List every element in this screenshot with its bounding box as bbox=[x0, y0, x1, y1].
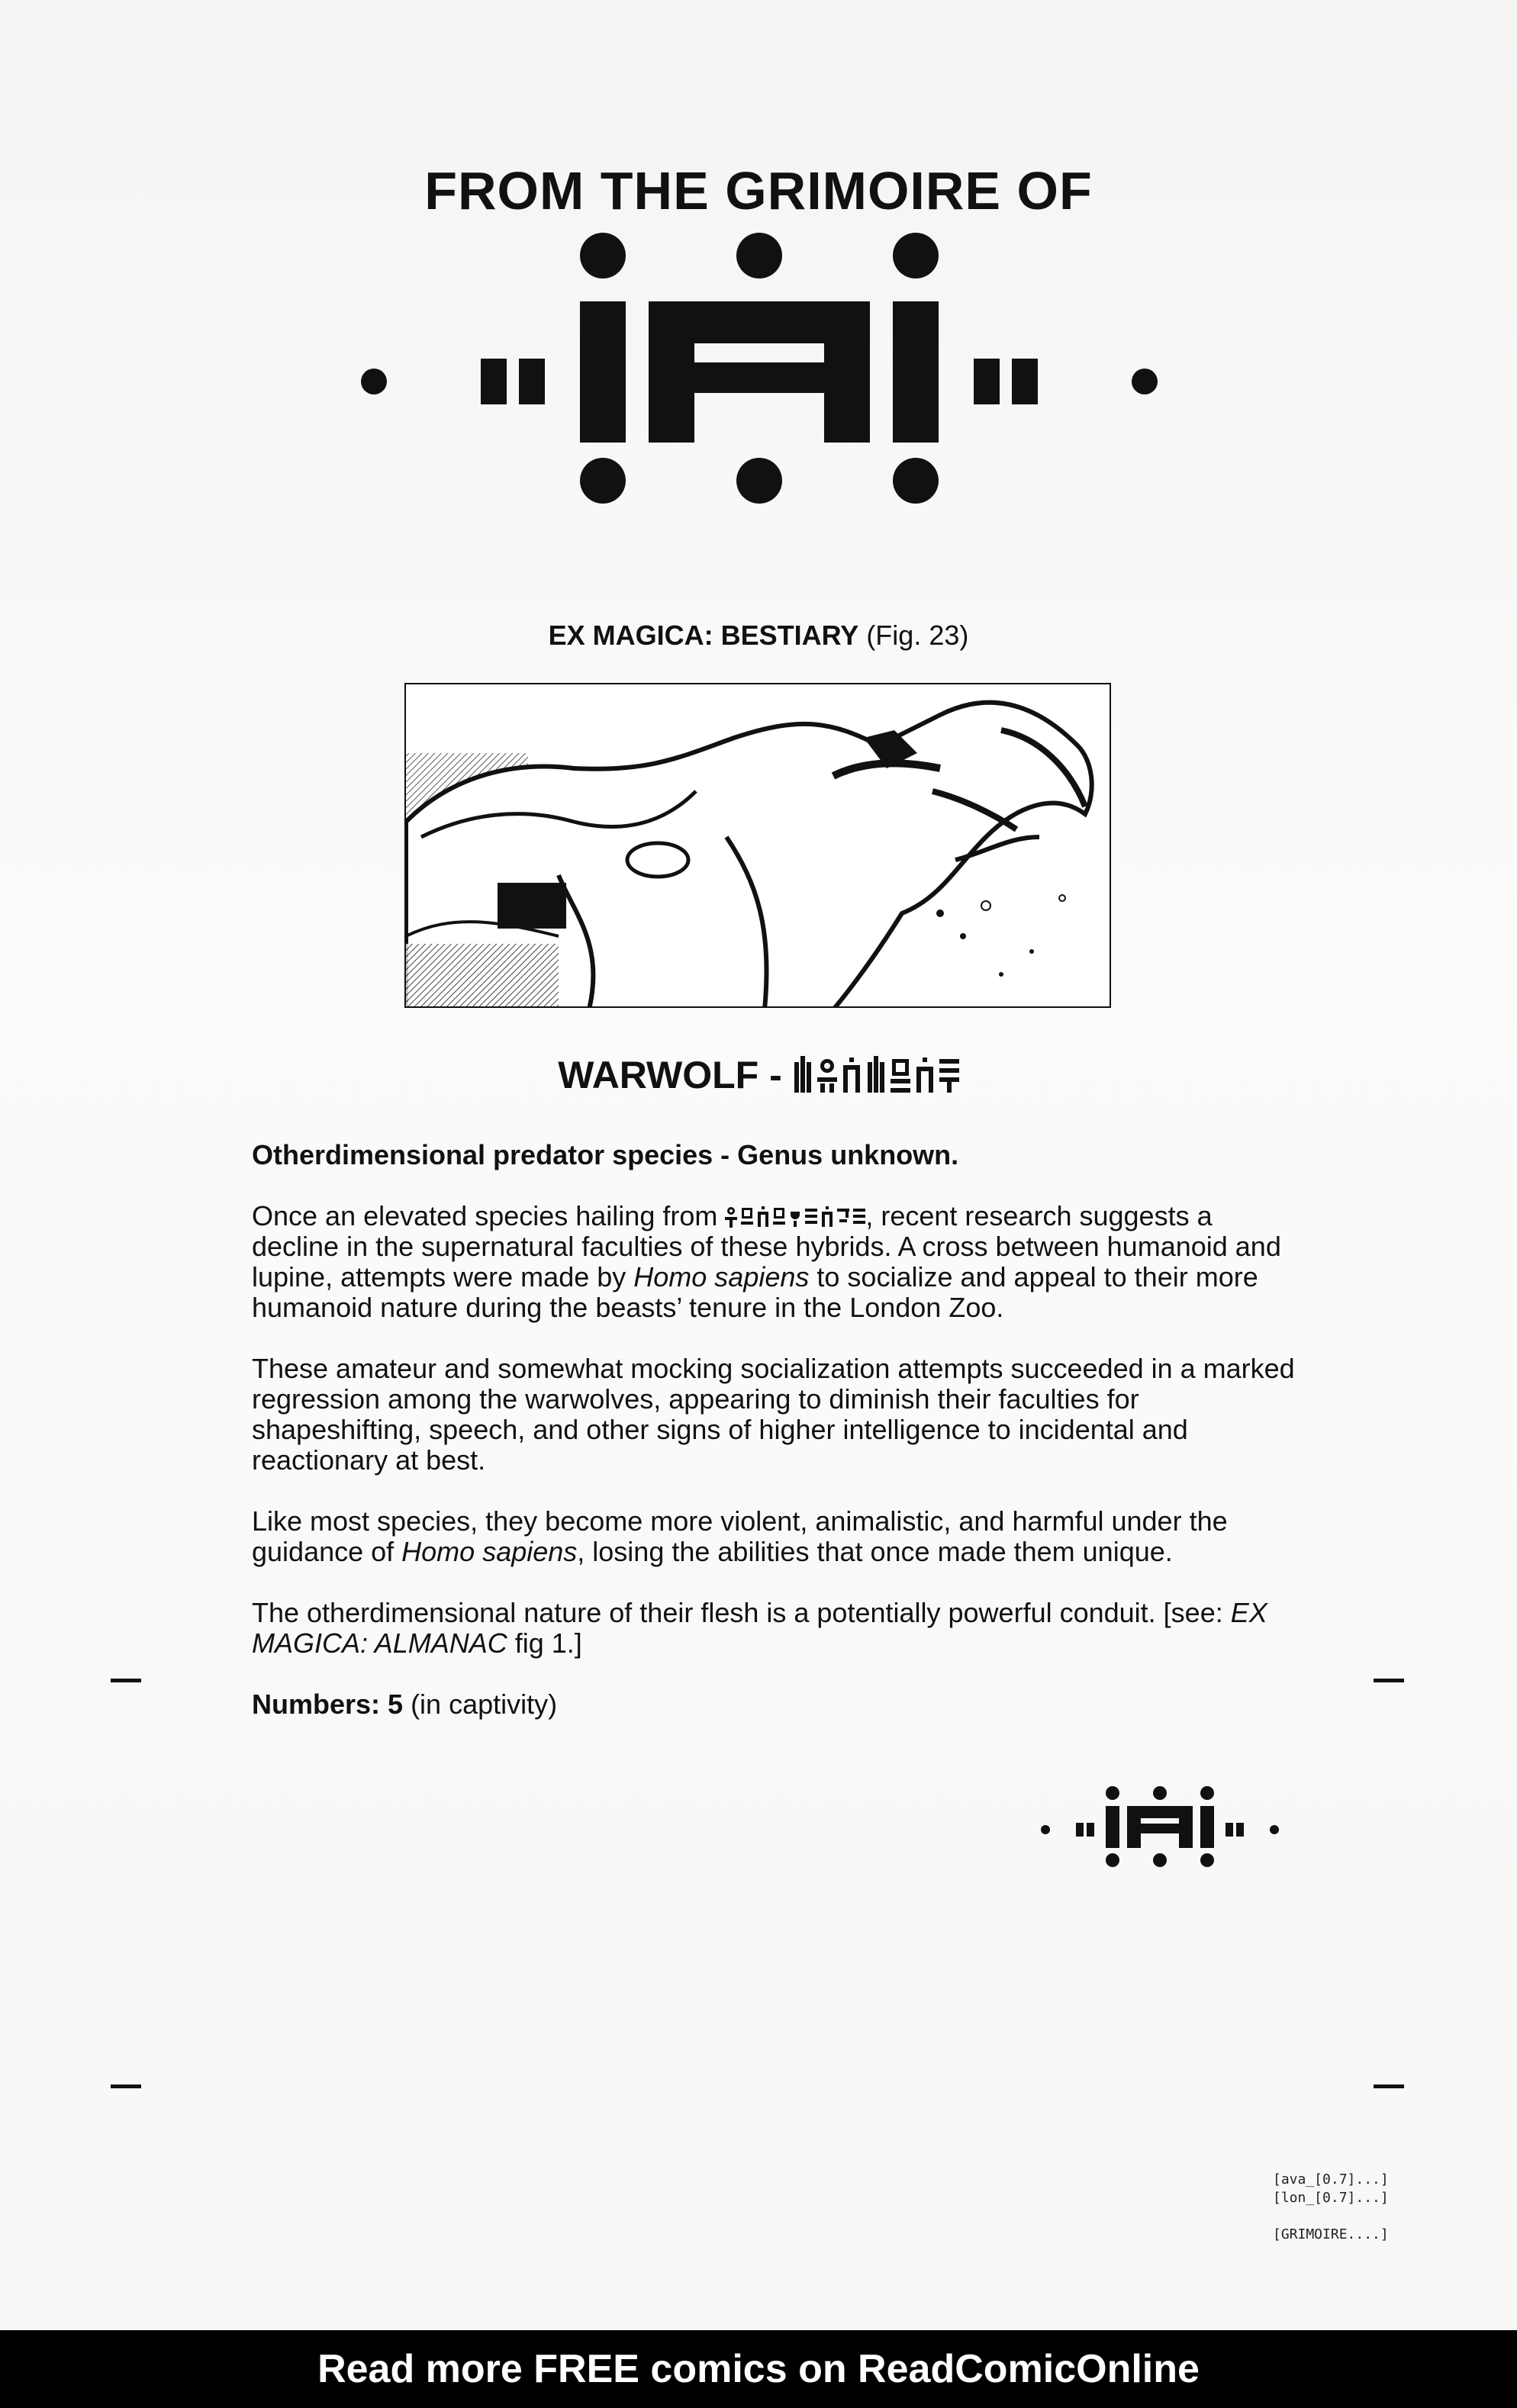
margin-dash bbox=[111, 1679, 141, 1682]
para1-text-a: Once an elevated species hailing from bbox=[252, 1200, 726, 1231]
para3-italic: Homo sapiens bbox=[401, 1536, 578, 1567]
glyph-icon bbox=[866, 1056, 886, 1094]
glyph-icon bbox=[842, 1056, 862, 1094]
para1-text-b: , recent research suggests a decline in the supernatural faculties of these hybrids. A cross between humanoid and lupine, attempts were made by bbox=[252, 1200, 1281, 1293]
para1-text-c: to socialize and appeal to their more humanoid nature during the beasts’ tenure in the London Zoo. bbox=[252, 1261, 1258, 1323]
numbers-rest: (in captivity) bbox=[403, 1688, 558, 1720]
origin-glyph-script bbox=[725, 1206, 865, 1228]
footer-banner[interactable] bbox=[0, 2330, 1517, 2408]
stamp-line: [GRIMOIRE....] bbox=[1273, 2226, 1389, 2242]
numbers-label: Numbers: 5 bbox=[252, 1688, 404, 1720]
entry-paragraph-4 bbox=[252, 1598, 1305, 1659]
stamp-line: [ava_[0.7]...] bbox=[1273, 2171, 1389, 2187]
section-label bbox=[0, 620, 1517, 652]
iai-small-logo-icon bbox=[1038, 1785, 1282, 1877]
stamp-line: [lon_[0.7]...] bbox=[1273, 2190, 1389, 2206]
margin-dash bbox=[111, 2084, 141, 2088]
archive-stamps bbox=[1273, 2171, 1389, 2244]
section-label-fig: (Fig. 23) bbox=[858, 620, 969, 651]
entry-paragraph-2: These amateur and somewhat mocking socialization attempts succeeded in a marked regression among the warwolves, appearing to diminish their faculties for shapeshifting, speech, and other signs of higher intelligence to incidental and reactionary at best. bbox=[252, 1353, 1295, 1476]
creature-name: WARWOLF - bbox=[558, 1054, 782, 1096]
iai-logo-icon bbox=[347, 229, 1171, 526]
margin-dash bbox=[1374, 2084, 1404, 2088]
glyph-icon bbox=[915, 1056, 935, 1094]
entry-numbers bbox=[252, 1689, 1305, 1720]
glyph-icon bbox=[891, 1056, 910, 1094]
para1-italic: Homo sapiens bbox=[633, 1261, 810, 1293]
creature-heading bbox=[0, 1053, 1517, 1097]
glyph-icon bbox=[793, 1056, 813, 1094]
glyph-icon bbox=[939, 1056, 959, 1094]
entry-paragraph-3 bbox=[252, 1506, 1305, 1567]
entry-subtitle: Otherdimensional predator species - Genus unknown. bbox=[252, 1139, 959, 1170]
para3-text-a: Like most species, they become more violent, animalistic, and harmful under the guidance of bbox=[252, 1505, 1228, 1567]
para4-text-a: The otherdimensional nature of their flesh is a potentially powerful conduit. [see: bbox=[252, 1597, 1231, 1628]
margin-dash bbox=[1374, 1679, 1404, 1682]
para4-italic: EX MAGICA: ALMANAC bbox=[252, 1597, 1267, 1659]
page-title: FROM THE GRIMOIRE OF bbox=[424, 161, 1093, 221]
para3-text-b: , losing the abilities that once made them unique. bbox=[577, 1536, 1173, 1567]
warwolf-illustration bbox=[404, 683, 1111, 1008]
footer-link[interactable]: Read more FREE comics on ReadComicOnline bbox=[317, 2347, 1200, 2391]
glyph-icon bbox=[817, 1056, 837, 1094]
creature-glyph-script bbox=[793, 1056, 959, 1094]
para4-text-b: fig 1.] bbox=[507, 1627, 582, 1659]
section-label-bold: EX MAGICA: BESTIARY bbox=[548, 620, 859, 651]
entry-paragraph-1 bbox=[252, 1201, 1305, 1323]
bestiary-entry bbox=[252, 1140, 1305, 1750]
